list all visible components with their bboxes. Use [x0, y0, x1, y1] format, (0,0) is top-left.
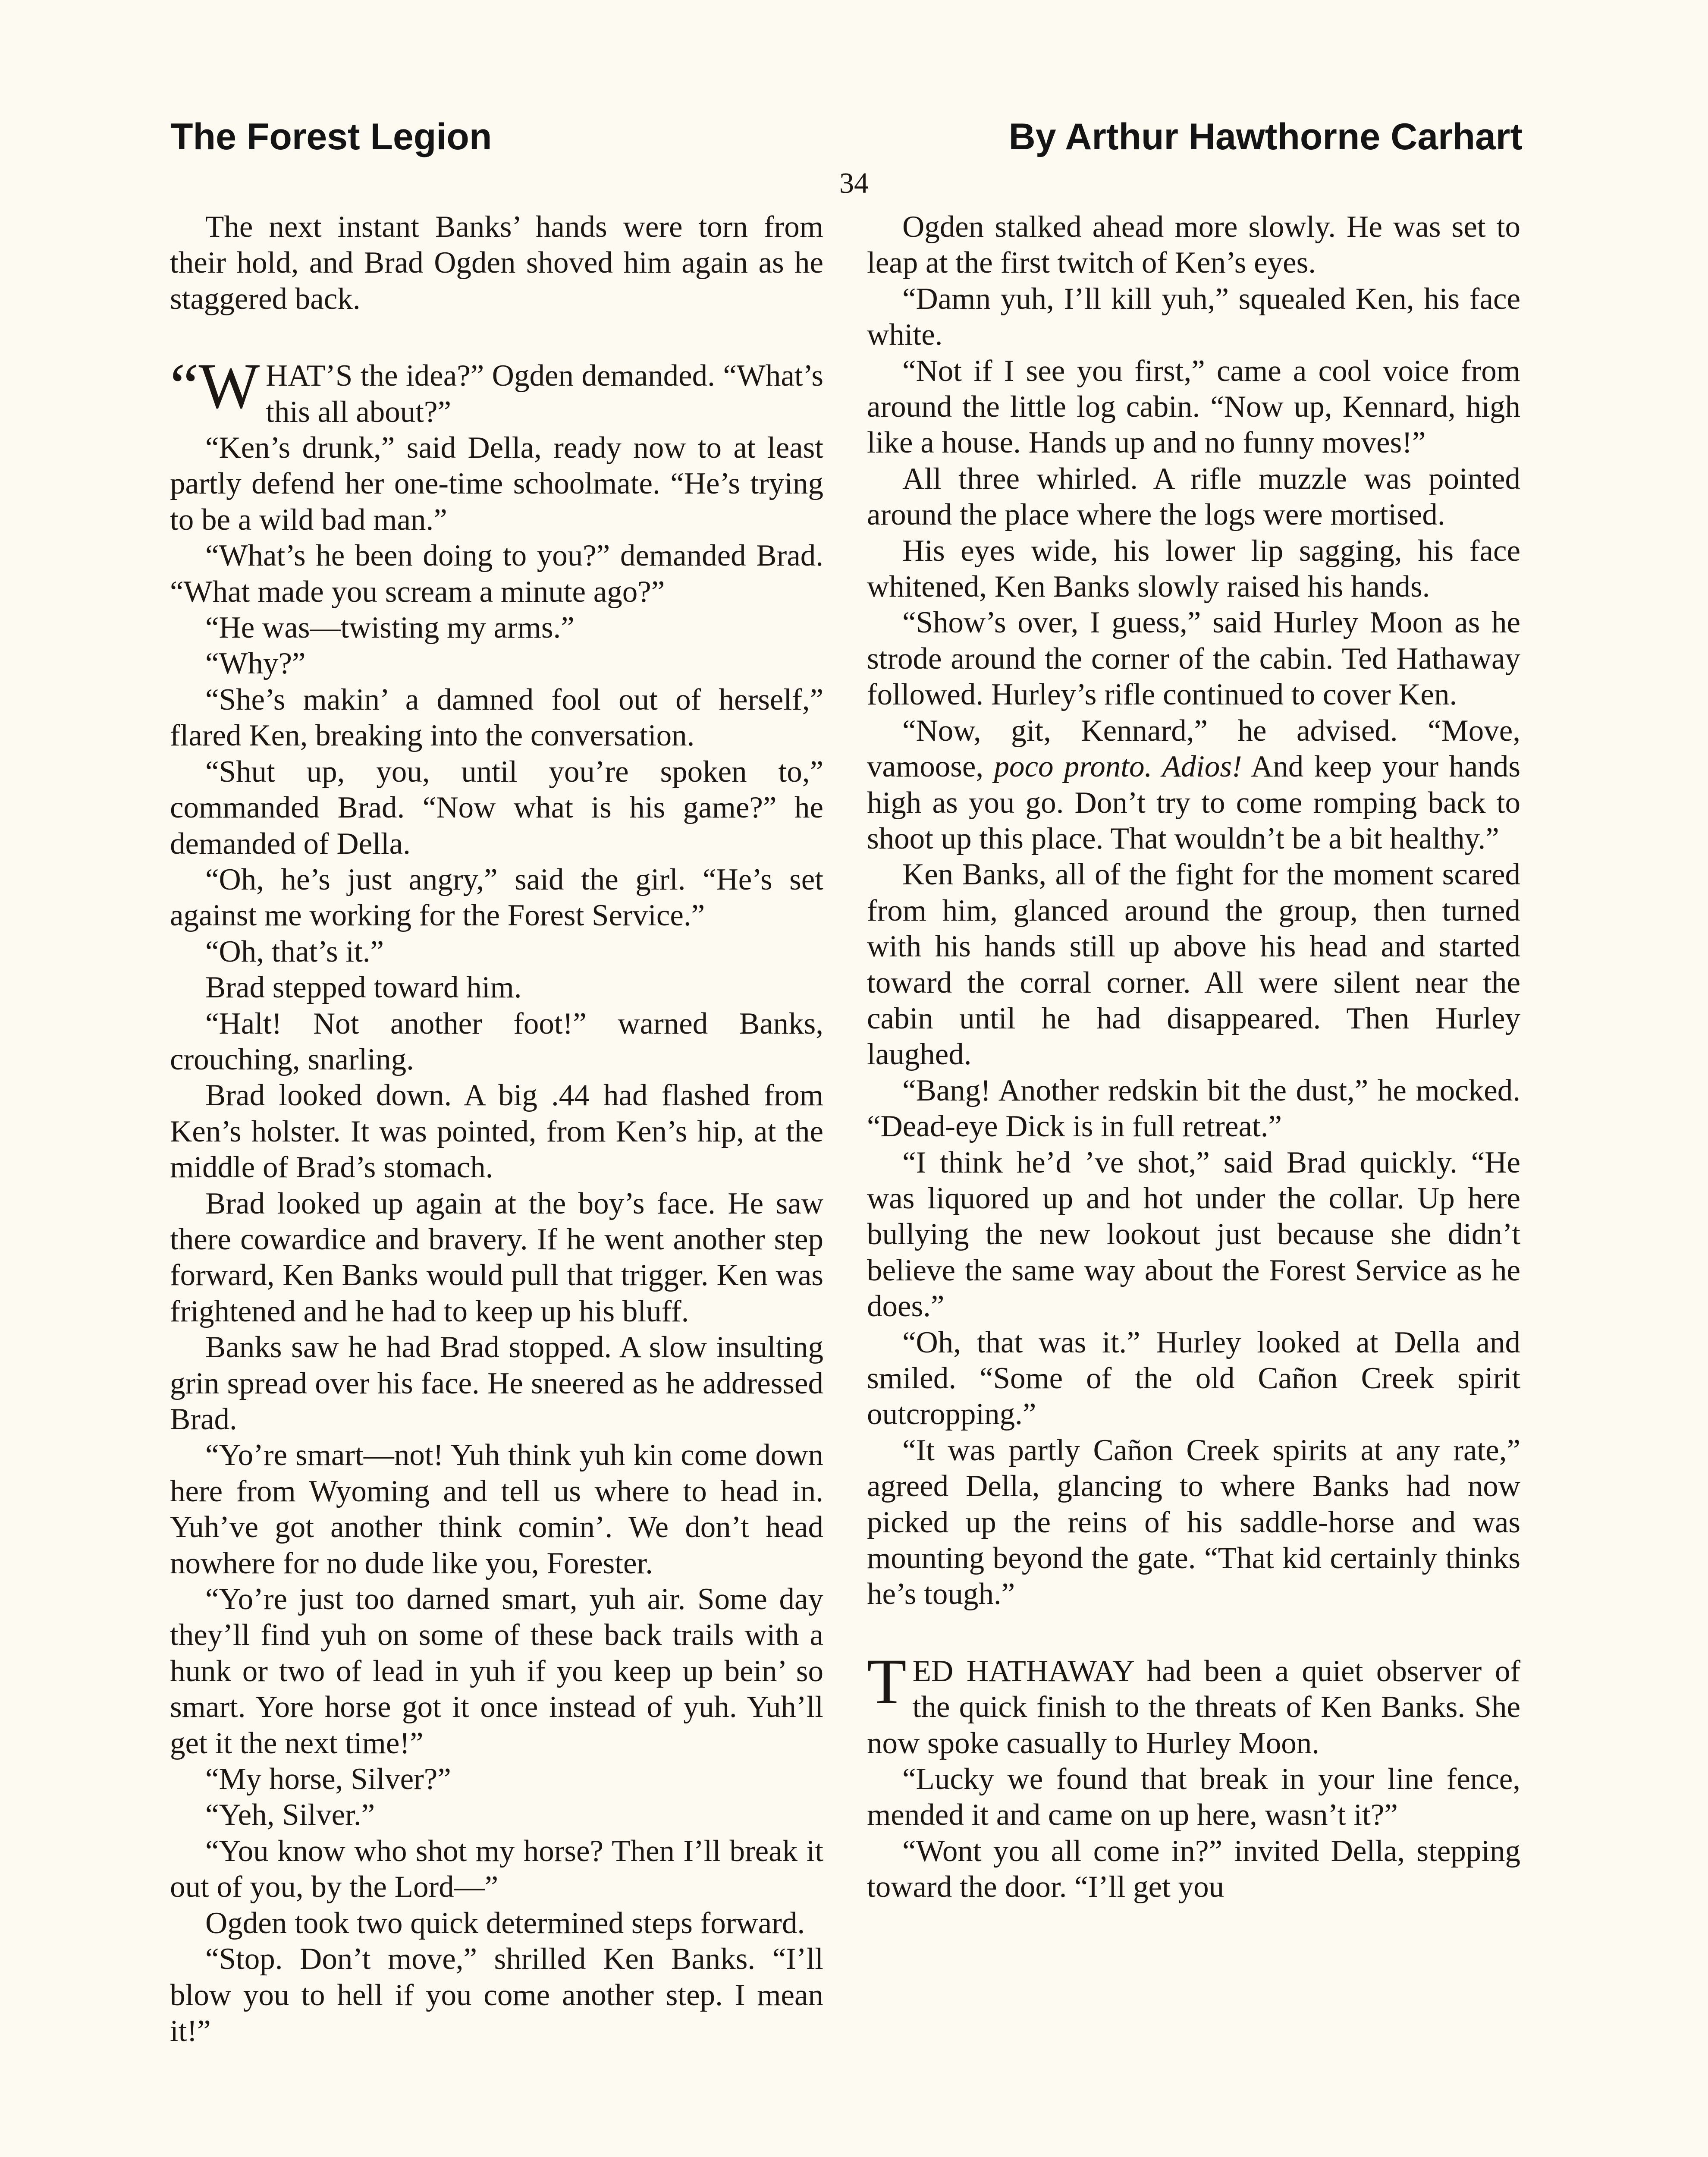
paragraph: “He was—twisting my arms.” [205, 611, 575, 645]
paragraph: “Ken’s drunk,” said Della, ready now to at least partly defend her one-time schoolmate. “He’s trying to be a wild bad man.” [170, 431, 823, 537]
running-head [170, 116, 1523, 172]
paragraph: The next instant Banks’ hands were torn from their hold, and Brad Ogden shoved him again as he staggered back. [170, 210, 823, 316]
paragraph: Banks saw he had Brad stopped. A slow insulting grin spread over his face. He sneered as he addressed Brad. [170, 1330, 823, 1436]
paragraph: “Halt! Not another foot!” warned Banks, crouching, snarling. [170, 1006, 823, 1076]
author-byline: By Arthur Hawthorne Carhart [1008, 116, 1523, 157]
paragraph: Brad looked down. A big .44 had flashed from Ken’s holster. It was pointed, from Ken’s hip, at the middle of Brad’s stomach. [170, 1078, 823, 1185]
text-column-left [170, 209, 823, 2049]
paragraph: “Oh, he’s just angry,” said the girl. “He’s set against me working for the Forest Service.” [170, 862, 823, 933]
paragraph: “Oh, that’s it.” [205, 934, 384, 968]
story-title: The Forest Legion [170, 116, 492, 157]
paragraph: “Shut up, you, until you’re spoken to,” commanded Brad. “Now what is his game?” he demanded of Della. [170, 755, 823, 861]
paragraph: “Oh, that was it.” Hurley looked at Della and smiled. “Some of the old Cañon Creek spirit outcropping.” [867, 1325, 1520, 1431]
text-column-right [867, 209, 1520, 1905]
paragraph-text: ED HATHAWAY had been a quiet observer of the quick finish to the threats of Ken Banks. She now spoke casually to Hurley Moon. [867, 1654, 1520, 1760]
paragraph: Brad looked up again at the boy’s face. He saw there cowardice and bravery. If he went another step forward, Ken Banks would pull that trigger. Ken was frightened and he had to keep up his bluff. [170, 1186, 823, 1328]
paragraph: Ogden stalked ahead more slowly. He was set to leap at the first twitch of Ken’s eyes. [867, 210, 1520, 280]
paragraph-text: “Now, git, Kennard,” he advised. “Move, vamoose, [867, 714, 1520, 784]
paragraph-text: HAT’S the idea?” Ogden demanded. “What’s this all about?” [266, 359, 823, 429]
paragraph: “Yeh, Silver.” [205, 1798, 375, 1832]
paragraph: “What’s he been doing to you?” demanded Brad. “What made you scream a minute ago?” [170, 539, 823, 609]
paragraph: “Stop. Don’t move,” shrilled Ken Banks. “I’ll blow you to hell if you come another step. I mean it!” [170, 1942, 823, 2048]
paragraph: “Wont you all come in?” invited Della, stepping toward the door. “I’ll get you [867, 1834, 1520, 1904]
page-number: 34 [839, 167, 869, 199]
paragraph-dropcap [170, 350, 823, 430]
paragraph: “Lucky we found that break in your line fence, mended it and came on up here, wasn’t it?” [867, 1762, 1520, 1832]
paragraph: “Bang! Another redskin bit the dust,” he mocked. “Dead-eye Dick is in full retreat.” [867, 1073, 1520, 1144]
paragraph: “Not if I see you first,” came a cool voice from around the little log cabin. “Now up, Kennard, high like a house. Hands up and no funny moves!” [867, 354, 1520, 460]
paragraph: All three whirled. A rifle muzzle was pointed around the place where the logs were mortised. [867, 462, 1520, 532]
paragraph: Brad stepped toward him. [205, 971, 522, 1005]
paragraph: “Yo’re just too darned smart, yuh air. Some day they’ll find yuh on some of these back trails with a hunk or two of lead in yuh if you keep up bein’ so smart. Yore horse got it once instead of yuh. Yuh’ll get it the next time!” [170, 1582, 823, 1760]
paragraph-text: And keep your hands high as you go. Don’t try to come romping back to shoot up this place. That wouldn’t be a bit healthy.” [867, 750, 1521, 855]
drop-cap: T [867, 1645, 907, 1717]
paragraph: Ken Banks, all of the fight for the moment scared from him, glanced around the group, then turned with his hands still up above his head and started toward the corral corner. All were silent near the cabin until he had disappeared. Then Hurley laughed. [867, 858, 1520, 1072]
drop-cap: “W [170, 350, 260, 422]
paragraph: “It was partly Cañon Creek spirits at any rate,” agreed Della, glancing to where Banks had now picked up the reins of his saddle-horse and was mounting beyond the gate. “That kid certainly thinks he’s tough.” [867, 1433, 1520, 1611]
paragraph-with-italic [867, 713, 1520, 857]
paragraph: His eyes wide, his lower lip sagging, his face whitened, Ken Banks slowly raised his hands. [867, 534, 1520, 604]
paragraph: “Yo’re smart—not! Yuh think yuh kin come down here from Wyoming and tell us where to head in. Yuh’ve got another think comin’. We don’t head nowhere for no dude like you, Forester. [170, 1438, 823, 1580]
paragraph: “Show’s over, I guess,” said Hurley Moon as he strode around the corner of the cabin. Ted Hathaway followed. Hurley’s rifle continued to cover Ken. [867, 606, 1520, 712]
paragraph: “I think he’d ’ve shot,” said Brad quickly. “He was liquored up and hot under the collar. Up here bullying the new lookout just because she didn’t believe the same way about the Forest Service as he does.” [867, 1145, 1520, 1324]
italic-spanish-phrase: poco pronto. Adios! [994, 750, 1242, 784]
paragraph-dropcap [867, 1645, 1520, 1761]
paragraph: “Damn yuh, I’ll kill yuh,” squealed Ken, his face white. [867, 282, 1520, 352]
paragraph: “Why?” [205, 647, 306, 681]
paragraph: “My horse, Silver?” [205, 1762, 451, 1796]
paragraph: “You know who shot my horse? Then I’ll break it out of you, by the Lord—” [170, 1834, 823, 1904]
paragraph: Ogden took two quick determined steps forward. [205, 1906, 805, 1940]
paragraph: “She’s makin’ a damned fool out of herself,” flared Ken, breaking into the conversation. [170, 682, 823, 753]
